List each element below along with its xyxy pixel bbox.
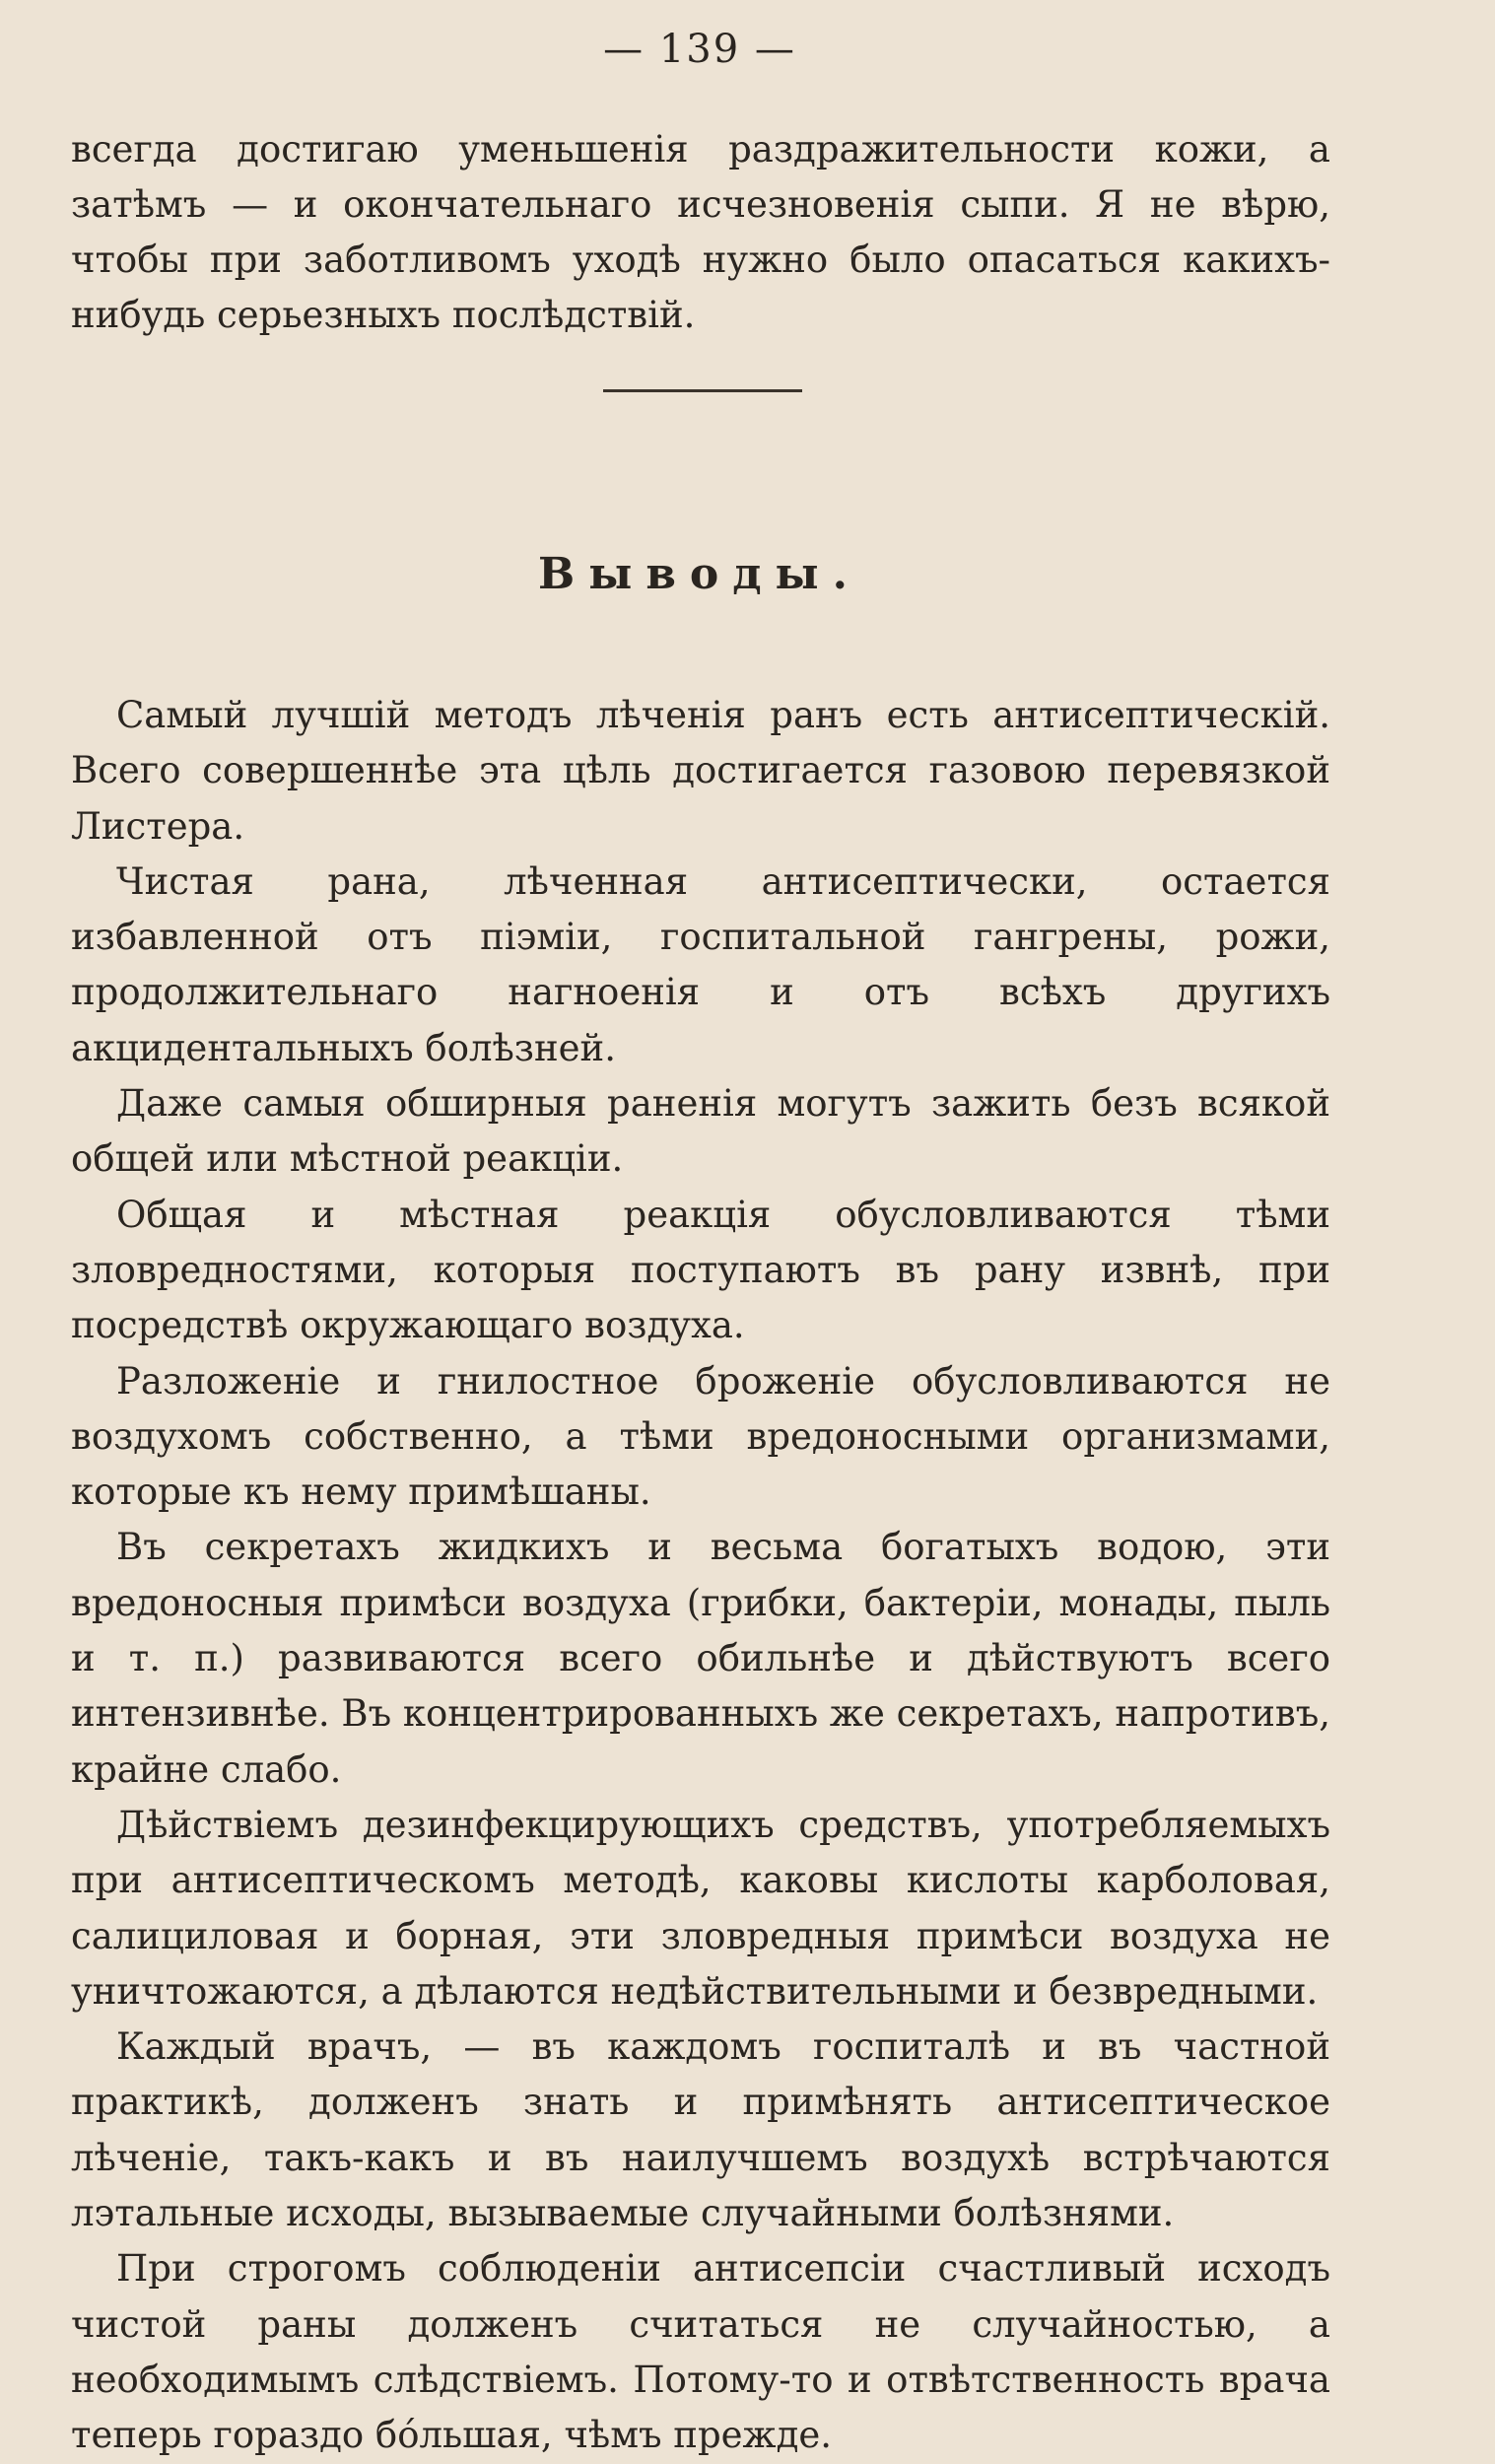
paragraph-1: Самый лучшій методъ лѣченія ранъ есть антисептическій. Всего совершеннѣе эта цѣль достигается газовою перевязкой Листера.	[71, 694, 1330, 848]
paragraph-3: Даже самыя обширныя раненія могутъ зажить безъ всякой общей или мѣстной реакціи.	[71, 1082, 1330, 1181]
paragraph-6: Въ секретахъ жидкихъ и весьма богатыхъ водою, эти вредоносныя примѣси воздуха (грибки, бактеріи, монады, пыль и т. п.) развиваются всего обильнѣе и дѣйствуютъ всего интензивнѣе. Въ концентрированныхъ же секретахъ, напротивъ, крайне слабо.	[71, 1526, 1330, 1791]
conclusions-body	[71, 688, 1330, 2464]
section-heading: Выводы.	[538, 549, 861, 599]
paragraph-8: Каждый врачъ, — въ каждомъ госпиталѣ и въ частной практикѣ, долженъ знать и примѣнять антисептическое лѣченіе, такъ-какъ и въ наилучшемъ воздухѣ встрѣчаются лэтальные исходы, вызываемые случайными болѣзнями.	[71, 2025, 1330, 2235]
paragraph-5: Разложеніе и гнилостное броженіе обусловливаются не воздухомъ собственно, а тѣми вредоносными организмами, которые къ нему примѣшаны.	[71, 1359, 1330, 1514]
intro-paragraph	[71, 122, 1330, 343]
paragraph-7: Дѣйствіемъ дезинфекцирующихъ средствъ, употребляемыхъ при антисептическомъ методѣ, каковы кислоты карболовая, салициловая и борная, эти зловредныя примѣси воздуха не уничтожаются, а дѣлаются недѣйствительными и безвредными.	[71, 1803, 1330, 2013]
paragraph-4: Общая и мѣстная реакція обусловливаются тѣми зловредностями, которыя поступаютъ въ рану извнѣ, при посредствѣ окружающаго воздуха.	[71, 1193, 1330, 1347]
page-number: — 139 —	[603, 27, 796, 72]
intro-text: всегда достигаю уменьшенія раздражительности кожи, а затѣмъ — и окончательнаго исчезновенія сыпи. Я не вѣрю, чтобы при заботливомъ уходѣ нужно было опасаться какихъ-нибудь серьезныхъ послѣдствій.	[71, 128, 1330, 336]
paragraph-9: При строгомъ соблюденіи антисепсіи счастливый исходъ чистой раны долженъ считаться не случайностью, а необходимымъ слѣдствіемъ. Потому-то и отвѣтственность врача теперь гораздо бóльшая, чѣмъ прежде.	[71, 2247, 1330, 2457]
paragraph-2: Чистая рана, лѣченная антисептически, остается избавленной отъ піэміи, госпитальной гангрены, рожи, продолжительнаго нагноенія и отъ всѣхъ другихъ акцидентальныхъ болѣзней.	[71, 859, 1330, 1069]
section-divider	[603, 389, 802, 392]
